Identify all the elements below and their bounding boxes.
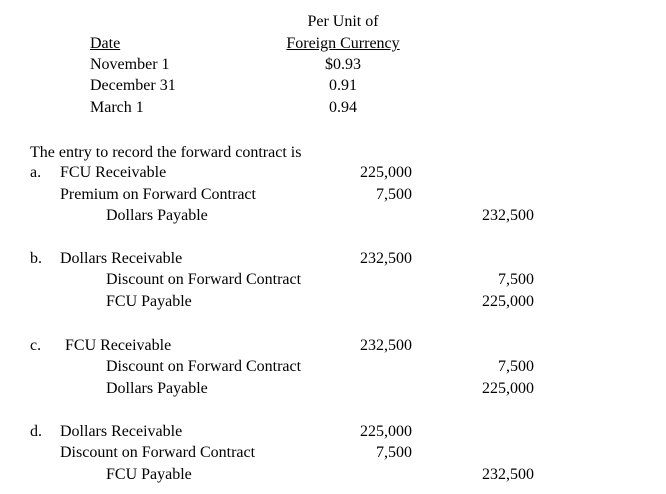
debit-amount: 7,500 <box>376 444 412 461</box>
debit-amount: 225,000 <box>360 423 412 440</box>
account-name: Dollars Receivable <box>60 423 183 440</box>
option-letter: b. <box>30 250 42 267</box>
option-letter: d. <box>30 423 42 440</box>
rate-header-line1: Per Unit of <box>307 13 379 30</box>
rate-row-value: 0.94 <box>329 99 357 116</box>
rate-header-line2: Foreign Currency <box>286 35 400 52</box>
account-name: FCU Payable <box>106 466 192 483</box>
debit-amount: 225,000 <box>360 164 412 181</box>
rate-row-date: November 1 <box>90 56 170 73</box>
account-name: Dollars Payable <box>106 207 208 224</box>
account-name: Dollars Receivable <box>60 250 183 267</box>
credit-amount: 225,000 <box>482 380 534 397</box>
account-name: FCU Receivable <box>65 337 172 354</box>
credit-amount: 7,500 <box>498 358 534 375</box>
account-name: Discount on Forward Contract <box>106 271 302 288</box>
account-name: Discount on Forward Contract <box>106 358 302 375</box>
credit-amount: 232,500 <box>482 466 534 483</box>
option-letter: a. <box>30 164 42 181</box>
account-name: Dollars Payable <box>106 380 208 397</box>
debit-amount: 232,500 <box>360 337 412 354</box>
date-header: Date <box>90 35 121 52</box>
credit-amount: 232,500 <box>482 207 534 224</box>
rate-row-date: December 31 <box>90 77 176 94</box>
rate-row-date: March 1 <box>90 99 144 116</box>
rate-row-value: 0.91 <box>329 77 357 94</box>
debit-amount: 232,500 <box>360 250 412 267</box>
account-name: FCU Receivable <box>60 164 167 181</box>
question-text: The entry to record the forward contract is <box>30 144 302 161</box>
debit-amount: 7,500 <box>376 186 412 203</box>
account-name: Premium on Forward Contract <box>60 186 256 203</box>
account-name: Discount on Forward Contract <box>60 444 256 461</box>
credit-amount: 7,500 <box>498 271 534 288</box>
option-letter: c. <box>30 337 42 354</box>
account-name: FCU Payable <box>106 293 192 310</box>
credit-amount: 225,000 <box>482 293 534 310</box>
rate-row-value: $0.93 <box>325 56 361 73</box>
